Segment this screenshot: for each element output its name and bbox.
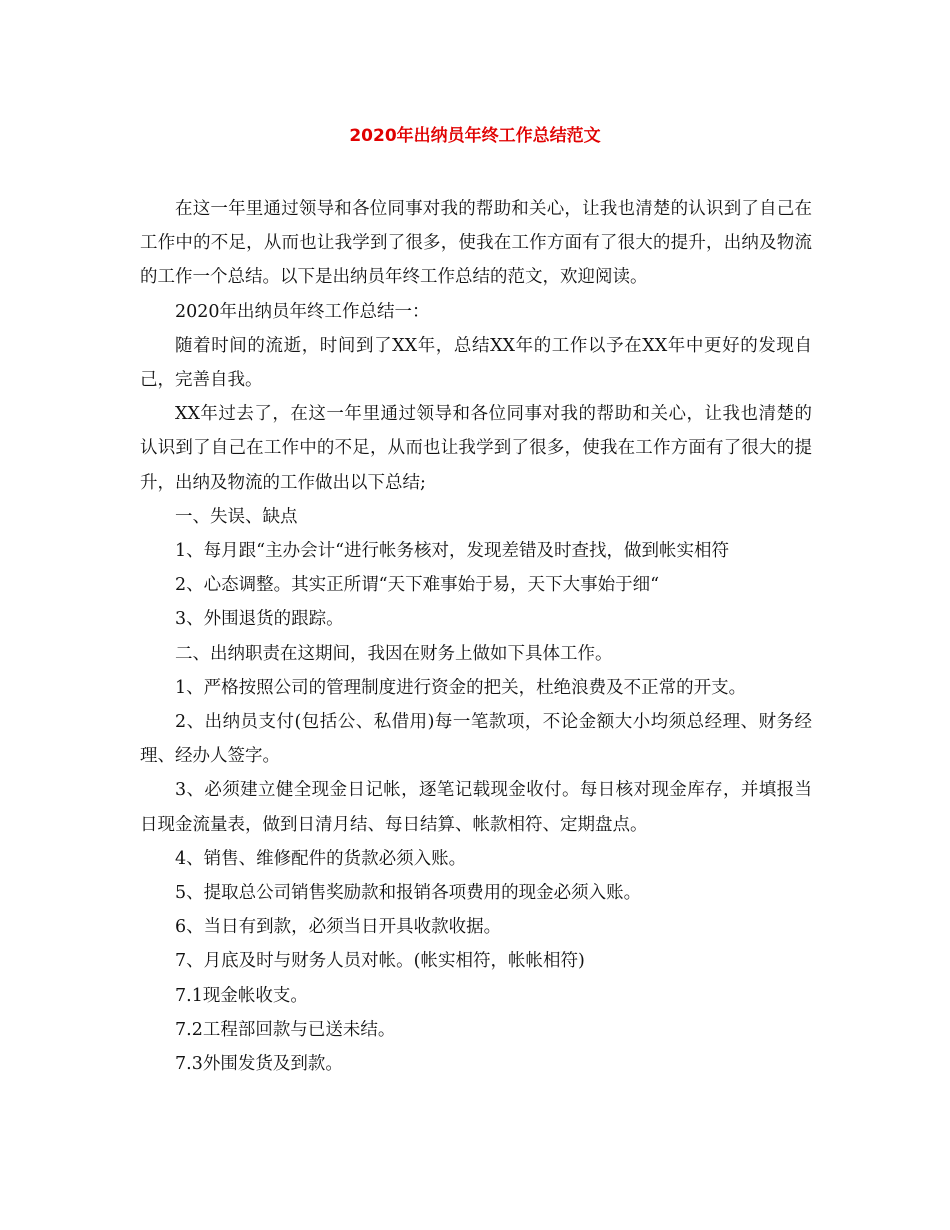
paragraph-intro: 在这一年里通过领导和各位同事对我的帮助和关心，让我也清楚的认识到了自己在工作中的不足，从而也让我学到了很多，使我在工作方面有了很大的提升，出纳及物流的工作一个总结。以下是出纳员年终工作总结的范文，欢迎阅读。 (140, 199, 812, 288)
list-item: 5、提取总公司销售奖励款和报销各项费用的现金必须入账。 (175, 883, 642, 904)
list-item: 2、出纳员支付(包括公、私借用)每一笔款项，不论金额大小均须总经理、财务经理、经办人签字。 (140, 712, 812, 767)
paragraph: 随着时间的流逝，时间到了XX年，总结XX年的工作以予在XX年中更好的发现自己，完善自我。 (140, 335, 812, 391)
list-item: 1、严格按照公司的管理制度进行资金的把关，杜绝浪费及不正常的开支。 (175, 677, 747, 698)
paragraph-section-heading: 2020年出纳员年终工作总结一： (175, 301, 430, 322)
list-item: 6、当日有到款，必须当日开具收款收据。 (175, 917, 502, 938)
paragraph: XX年过去了，在这一年里通过领导和各位同事对我的帮助和关心，让我也清楚的认识到了自己在工作中的不足，从而也让我学到了很多，使我在工作方面有了很大的提升，出纳及物流的工作做出以下总结; (140, 404, 812, 493)
list-item: 7、月底及时与财务人员对帐。(帐实相符，帐帐相符) (175, 951, 585, 972)
list-item: 3、外围退货的跟踪。 (175, 609, 344, 630)
list-item: 3、必须建立健全现金日记帐，逐笔记载现金收付。每日核对现金库存，并填报当日现金流量表，做到日清月结、每日结算、帐款相符、定期盘点。 (140, 780, 812, 835)
paragraph-subheading: 二、出纳职责在这期间，我因在财务上做如下具体工作。 (175, 643, 613, 664)
document-body (140, 192, 812, 1081)
list-item: 7.3外围发货及到款。 (175, 1054, 343, 1075)
list-item: 2、心态调整。其实正所谓“天下难事始于易，天下大事始于细“ (175, 575, 660, 596)
paragraph-subheading: 一、失误、缺点 (175, 506, 298, 527)
list-item: 7.2工程部回款与已送未结。 (175, 1019, 396, 1040)
list-item: 4、销售、维修配件的货款必须入账。 (175, 848, 467, 869)
page-title: 2020年出纳员年终工作总结范文 (349, 126, 601, 146)
list-item: 7.1现金帐收支。 (175, 985, 308, 1006)
list-item: 1、每月跟“主办会计“进行帐务核对，发现差错及时查找，做到帐实相符 (175, 541, 730, 562)
